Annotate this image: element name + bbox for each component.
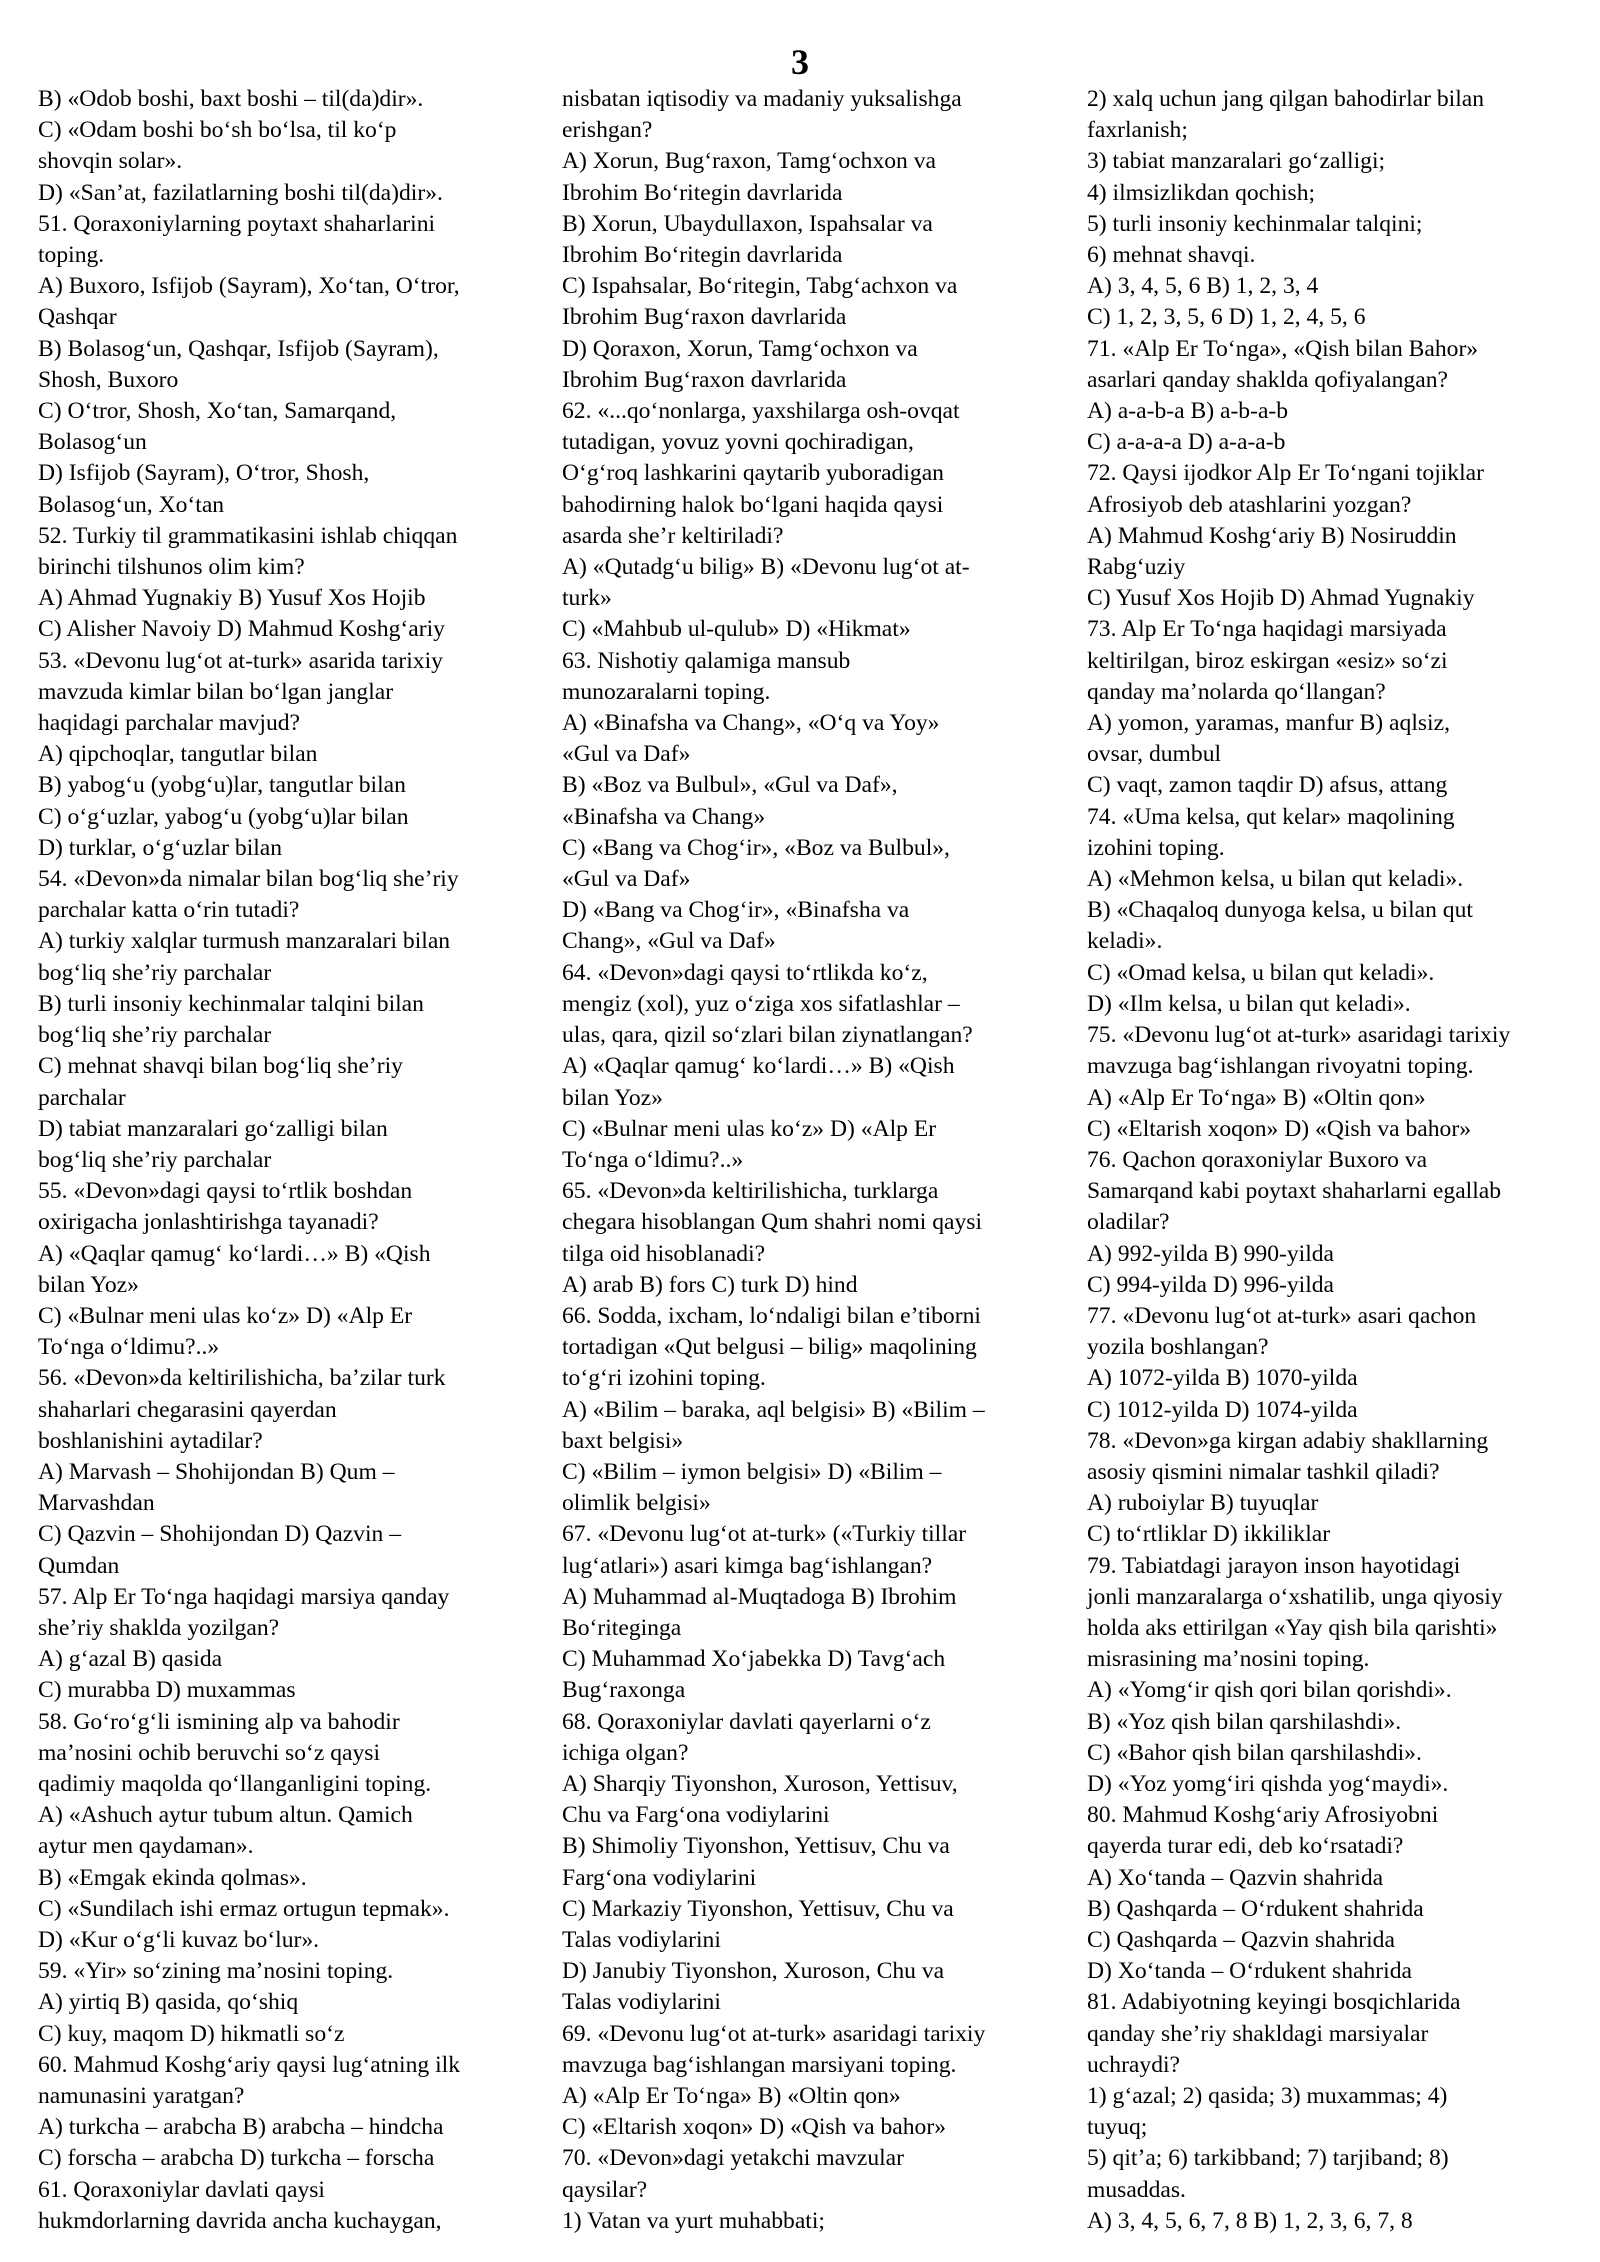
text-line: 73. Alp Er To‘nga haqidagi marsiyada (1087, 616, 1447, 643)
text-line: A) Mahmud Koshg‘ariy B) Nosiruddin (1087, 522, 1457, 549)
text-line: 78. «Devon»ga kirgan adabiy shakllarning (1087, 1427, 1489, 1454)
text-line: Bo‘riteginga (562, 1614, 682, 1641)
text-line: C) a-a-a-a D) a-a-a-b (1087, 429, 1286, 456)
text-line: jonli manzaralarga o‘xshatilib, unga qiyosiy (1087, 1583, 1503, 1610)
text-line: «Gul va Daf» (562, 741, 691, 768)
text-line: B) turli insoniy kechinmalar talqini bilan (38, 990, 424, 1017)
text-line: D) «Bang va Chog‘ir», «Binafsha va (562, 897, 910, 924)
text-line: D) Qoraxon, Xorun, Tamg‘ochxon va (562, 335, 918, 362)
text-line: keladi». (1087, 928, 1163, 955)
text-line: qadimiy maqolda qo‘llanganligini toping. (38, 1770, 432, 1797)
text-line: A) «Qaqlar qamug‘ ko‘lardi…» B) «Qish (562, 1053, 955, 1080)
text-line: qanday ma’nolarda qo‘llangan? (1087, 678, 1386, 705)
text-line: ulas, qara, qizil so‘zlari bilan ziynatlangan? (562, 1022, 973, 1049)
text-line: 4) ilmsizlikdan qochish; (1087, 179, 1316, 206)
text-line: B) Xorun, Ubaydullaxon, Ispahsalar va (562, 210, 933, 237)
text-line: boshlanishini aytadilar? (38, 1427, 263, 1454)
text-line: 53. «Devonu lug‘ot at-turk» asarida tarixiy (38, 647, 443, 674)
text-line: 66. Sodda, ixcham, lo‘ndaligi bilan e’tiborni (562, 1302, 981, 1329)
text-line: A) ruboiylar B) tuyuqlar (1087, 1490, 1319, 1517)
text-line: A) 3, 4, 5, 6, 7, 8 B) 1, 2, 3, 6, 7, 8 (1087, 2207, 1413, 2234)
text-line: 79. Tabiatdagi jarayon inson hayotidagi (1087, 1552, 1461, 1579)
text-line: B) «Boz va Bulbul», «Gul va Daf», (562, 772, 898, 799)
text-line: 56. «Devon»da keltirilishicha, ba’zilar turk (38, 1365, 446, 1392)
text-line: 58. Go‘ro‘g‘li ismining alp va bahodir (38, 1708, 400, 1735)
text-line: A) yomon, yaramas, manfur B) aqlsiz, (1087, 710, 1450, 737)
text-line: uchraydi? (1087, 2051, 1181, 2078)
text-line: mavzuda kimlar bilan bo‘lgan janglar (38, 678, 394, 705)
text-line: D) Xo‘tanda – O‘rdukent shahrida (1087, 1958, 1412, 1985)
text-line: B) yabog‘u (yobg‘u)lar, tangutlar bilan (38, 772, 406, 799)
text-line: C) murabba D) muxammas (38, 1677, 296, 1704)
text-line: munozaralarni toping. (562, 678, 771, 705)
text-line: 61. Qoraxoniylar davlati qaysi (38, 2176, 325, 2203)
text-line: A) «Alp Er To‘nga» B) «Oltin qon» (562, 2083, 901, 2109)
text-line: D) «San’at, fazilatlarning boshi til(da)dir». (38, 179, 443, 206)
text-line: O‘g‘roq lashkarini qaytarib yuboradigan (562, 460, 944, 487)
text-line: parchalar katta o‘rin tutadi? (38, 897, 300, 924)
text-line: olimlik belgisi» (562, 1490, 711, 1517)
text-line: D) «Kur o‘g‘li kuvaz bo‘lur». (38, 1926, 320, 1953)
text-line: A) Muhammad al-Muqtadoga B) Ibrohim (562, 1583, 957, 1610)
text-line: hukmdorlarning davrida ancha kuchaygan, (38, 2207, 442, 2234)
text-line: ichiga olgan? (562, 1739, 689, 1766)
text-line: yozila boshlangan? (1087, 1334, 1269, 1361)
text-line: she’riy shaklda yozilgan? (38, 1614, 280, 1641)
text-line: A) «Bilim – baraka, aql belgisi» B) «Bilim – (562, 1396, 985, 1423)
text-line: C) kuy, maqom D) hikmatli so‘z (38, 2020, 345, 2047)
text-line: Ibrohim Bug‘raxon davrlarida (562, 304, 847, 331)
text-line: Qumdan (38, 1552, 120, 1579)
text-line: lug‘atlari») asari kimga bag‘ishlangan? (562, 1552, 933, 1579)
text-line: musaddas. (1087, 2176, 1186, 2203)
text-line: Chu va Farg‘ona vodiylarini (562, 1802, 830, 1829)
text-line: mavzuga bag‘ishlangan marsiyani toping. (562, 2051, 957, 2078)
text-line: Afrosiyob deb atashlarini yozgan? (1087, 491, 1412, 518)
text-line: 76. Qachon qoraxoniylar Buxoro va (1087, 1146, 1428, 1173)
text-line: A) «Alp Er To‘nga» B) «Oltin qon» (1087, 1084, 1426, 1111)
text-line: 68. Qoraxoniylar davlati qayerlarni o‘z (562, 1708, 931, 1735)
text-line: A) arab B) fors C) turk D) hind (562, 1271, 858, 1298)
text-line: oxirigacha jonlashtirishga tayanadi? (38, 1209, 379, 1236)
text-line: toping. (38, 242, 105, 269)
text-line: Bolasog‘un, Xo‘tan (38, 491, 225, 518)
text-line: chegara hisoblangan Qum shahri nomi qaysi (562, 1209, 982, 1236)
text-line: A) 992-yilda B) 990-yilda (1087, 1240, 1335, 1267)
text-line: C) «Mahbub ul-qulub» D) «Hikmat» (562, 616, 911, 643)
text-line: A) «Ashuch aytur tubum altun. Qamich (38, 1802, 413, 1829)
text-line: C) Muhammad Xo‘jabekka D) Tavg‘ach (562, 1646, 946, 1673)
text-line: D) tabiat manzaralari go‘zalligi bilan (38, 1115, 388, 1142)
text-line: nisbatan iqtisodiy va madaniy yuksalishga (562, 86, 962, 112)
text-line: bog‘liq she’riy parchalar (38, 959, 272, 986)
text-line: C) 994-yilda D) 996-yilda (1087, 1271, 1335, 1298)
text-line: tuyuq; (1087, 2114, 1148, 2141)
text-line: 2) xalq uchun jang qilgan bahodirlar bilan (1087, 86, 1485, 112)
text-line: C) mehnat shavqi bilan bog‘liq she’riy (38, 1053, 403, 1080)
text-line: A) yirtiq B) qasida, qo‘shiq (38, 1989, 299, 2016)
text-line: B) «Emgak ekinda qolmas». (38, 1864, 307, 1891)
text-line: bog‘liq she’riy parchalar (38, 1146, 272, 1173)
text-line: 6) mehnat shavqi. (1087, 242, 1256, 269)
text-line: «Gul va Daf» (562, 866, 691, 893)
text-line: mengiz (xol), yuz o‘ziga xos sifatlashlar – (562, 990, 960, 1017)
text-line: haqidagi parchalar mavjud? (38, 710, 301, 737)
text-line: A) Buxoro, Isfijob (Sayram), Xo‘tan, O‘tror, (38, 273, 460, 300)
text-column-3 (1087, 84, 1587, 2237)
text-line: 59. «Yir» so‘zining ma’nosini toping. (38, 1958, 394, 1985)
text-line: D) Janubiy Tiyonshon, Xuroson, Chu va (562, 1958, 945, 1985)
text-line: ovsar, dumbul (1087, 741, 1222, 768)
text-line: 63. Nishotiy qalamiga mansub (562, 647, 851, 674)
text-line: keltirilgan, biroz eskirgan «esiz» so‘zi (1087, 647, 1448, 674)
text-line: 5) turli insoniy kechinmalar talqini; (1087, 210, 1423, 237)
text-line: B) «Yoz qish bilan qarshilashdi». (1087, 1708, 1402, 1735)
text-line: erishgan? (562, 117, 653, 144)
text-line: 77. «Devonu lug‘ot at-turk» asari qachon (1087, 1302, 1477, 1329)
text-line: to‘g‘ri izohini toping. (562, 1365, 766, 1392)
text-line: C) Markaziy Tiyonshon, Yettisuv, Chu va (562, 1895, 954, 1922)
text-line: A) Xo‘tanda – Qazvin shahrida (1087, 1864, 1384, 1891)
text-line: C) Yusuf Xos Hojib D) Ahmad Yugnakiy (1087, 585, 1475, 612)
text-line: D) «Ilm kelsa, u bilan qut keladi». (1087, 990, 1411, 1017)
text-line: bahodirning halok bo‘lgani haqida qaysi (562, 491, 944, 518)
text-line: 75. «Devonu lug‘ot at-turk» asaridagi tarixiy (1087, 1022, 1511, 1049)
text-line: Chang», «Gul va Daf» (562, 928, 776, 955)
text-line: B) Bolasog‘un, Qashqar, Isfijob (Sayram), (38, 335, 439, 362)
text-line: C) «Bulnar meni ulas ko‘z» D) «Alp Er (38, 1302, 413, 1329)
text-line: Qashqar (38, 304, 117, 331)
text-line: Talas vodiylarini (562, 1989, 721, 2016)
text-line: 57. Alp Er To‘nga haqidagi marsiya qanday (38, 1583, 450, 1610)
text-line: Farg‘ona vodiylarini (562, 1864, 757, 1891)
text-line: C) O‘tror, Shosh, Xo‘tan, Samarqand, (38, 398, 397, 425)
text-line: C) «Eltarish xoqon» D) «Qish va bahor» (1087, 1115, 1471, 1142)
text-column-2 (562, 84, 1062, 2237)
text-line: holda aks ettirilgan «Yay qish bila qarishti» (1087, 1614, 1498, 1641)
text-line: A) «Qaqlar qamug‘ ko‘lardi…» B) «Qish (38, 1240, 431, 1267)
text-line: C) Qashqarda – Qazvin shahrida (1087, 1926, 1395, 1953)
text-line: C) Alisher Navoiy D) Mahmud Koshg‘ariy (38, 616, 445, 643)
text-line: B) «Odob boshi, baxt boshi – til(da)dir». (38, 86, 424, 112)
text-line: A) «Yomg‘ir qish qori bilan qorishdi». (1087, 1677, 1452, 1704)
text-line: C) «Bang va Chog‘ir», «Boz va Bulbul», (562, 834, 950, 861)
text-line: oladilar? (1087, 1209, 1170, 1236)
text-line: bilan Yoz» (38, 1271, 139, 1298)
text-line: 1) g‘azal; 2) qasida; 3) muxammas; 4) (1087, 2083, 1448, 2109)
text-line: A) Sharqiy Tiyonshon, Xuroson, Yettisuv, (562, 1770, 958, 1797)
text-line: 67. «Devonu lug‘ot at-turk» («Turkiy tillar (562, 1521, 967, 1548)
text-line: C) Qazvin – Shohijondan D) Qazvin – (38, 1521, 402, 1548)
text-line: A) g‘azal B) qasida (38, 1646, 223, 1673)
text-line: Samarqand kabi poytaxt shaharlarni egallab (1087, 1178, 1502, 1205)
text-line: baxt belgisi» (562, 1427, 684, 1454)
text-line: A) a-a-b-a B) a-b-a-b (1087, 398, 1289, 425)
text-line: Ibrohim Bo‘ritegin davrlarida (562, 179, 843, 206)
text-line: C) o‘g‘uzlar, yabog‘u (yobg‘u)lar bilan (38, 803, 409, 830)
text-line: 1) Vatan va yurt muhabbati; (562, 2207, 825, 2234)
text-line: tortadigan «Qut belgusi – bilig» maqolining (562, 1334, 977, 1361)
text-line: Bug‘raxonga (562, 1677, 686, 1704)
text-line: 65. «Devon»da keltirilishicha, turklarga (562, 1178, 939, 1205)
text-line: C) «Odam boshi bo‘sh bo‘lsa, til ko‘p (38, 117, 397, 144)
text-column-1 (38, 84, 538, 2237)
text-line: A) 3, 4, 5, 6 B) 1, 2, 3, 4 (1087, 273, 1319, 300)
text-line: turk» (562, 585, 612, 612)
text-line: namunasini yaratgan? (38, 2083, 245, 2109)
text-line: A) «Mehmon kelsa, u bilan qut keladi». (1087, 866, 1464, 893)
text-line: B) Qashqarda – O‘rdukent shahrida (1087, 1895, 1424, 1922)
text-line: 72. Qaysi ijodkor Alp Er To‘ngani tojiklar (1087, 460, 1484, 487)
text-line: B) «Chaqaloq dunyoga kelsa, u bilan qut (1087, 897, 1473, 924)
text-line: C) «Sundilach ishi ermaz ortugun tepmak». (38, 1895, 450, 1922)
text-line: To‘nga o‘ldimu?..» (562, 1146, 744, 1173)
page-number: 3 (791, 42, 809, 82)
text-line: asarda she’r keltiriladi? (562, 522, 784, 549)
text-line: D) turklar, o‘g‘uzlar bilan (38, 834, 283, 861)
text-line: tutadigan, yovuz yovni qochiradigan, (562, 429, 914, 456)
text-line: 3) tabiat manzaralari go‘zalligi; (1087, 148, 1386, 175)
text-line: 74. «Uma kelsa, qut kelar» maqolining (1087, 803, 1455, 830)
text-line: A) turkcha – arabcha B) arabcha – hindcha (38, 2114, 444, 2141)
text-line: ma’nosini ochib beruvchi so‘z qaysi (38, 1739, 381, 1766)
text-line: 52. Turkiy til grammatikasini ishlab chiqqan (38, 522, 458, 549)
text-line: C) «Omad kelsa, u bilan qut keladi». (1087, 959, 1435, 986)
text-line: C) «Bahor qish bilan qarshilashdi». (1087, 1739, 1422, 1766)
text-line: faxrlanish; (1087, 117, 1188, 144)
text-line: mavzuga bag‘ishlangan rivoyatni toping. (1087, 1053, 1474, 1080)
text-line: A) Marvash – Shohijondan B) Qum – (38, 1458, 395, 1485)
text-line: B) Shimoliy Tiyonshon, Yettisuv, Chu va (562, 1833, 950, 1860)
text-line: 81. Adabiyotning keyingi bosqichlarida (1087, 1989, 1461, 2016)
text-line: C) «Bulnar meni ulas ko‘z» D) «Alp Er (562, 1115, 937, 1142)
text-line: 51. Qoraxoniylarning poytaxt shaharlarini (38, 210, 436, 237)
text-line: Bolasog‘un (38, 429, 147, 456)
text-line: C) forscha – arabcha D) turkcha – forscha (38, 2145, 435, 2172)
text-line: tilga oid hisoblanadi? (562, 1240, 766, 1267)
text-line: C) 1, 2, 3, 5, 6 D) 1, 2, 4, 5, 6 (1087, 304, 1366, 331)
text-line: A) «Qutadg‘u bilig» B) «Devonu lug‘ot at- (562, 554, 970, 581)
text-line: A) Xorun, Bug‘raxon, Tamg‘ochxon va (562, 148, 937, 175)
text-line: Rabg‘uziy (1087, 554, 1186, 581)
text-line: 54. «Devon»da nimalar bilan bog‘liq she’riy (38, 866, 459, 893)
text-line: Talas vodiylarini (562, 1926, 721, 1953)
text-line: 62. «...qo‘nonlarga, yaxshilarga osh-ovqat (562, 398, 960, 425)
text-line: izohini toping. (1087, 834, 1225, 861)
text-line: shaharlari chegarasini qayerdan (38, 1396, 337, 1423)
text-line: C) to‘rtliklar D) ikkiliklar (1087, 1521, 1331, 1548)
text-line: misrasining ma’nosini toping. (1087, 1646, 1370, 1673)
text-line: D) Isfijob (Sayram), O‘tror, Shosh, (38, 460, 370, 487)
text-line: A) qipchoqlar, tangutlar bilan (38, 741, 318, 768)
text-line: 55. «Devon»dagi qaysi to‘rtlik boshdan (38, 1178, 413, 1205)
text-line: 60. Mahmud Koshg‘ariy qaysi lug‘atning ilk (38, 2051, 461, 2078)
text-line: Shosh, Buxoro (38, 366, 179, 393)
text-line: 70. «Devon»dagi yetakchi mavzular (562, 2145, 904, 2172)
text-line: bilan Yoz» (562, 1084, 663, 1111)
text-line: «Binafsha va Chang» (562, 803, 766, 830)
text-line: Marvashdan (38, 1490, 155, 1517)
text-line: bog‘liq she’riy parchalar (38, 1022, 272, 1049)
text-line: 80. Mahmud Koshg‘ariy Afrosiyobni (1087, 1802, 1439, 1829)
text-line: A) turkiy xalqlar turmush manzaralari bilan (38, 928, 451, 955)
text-line: asarlari qanday shaklda qofiyalangan? (1087, 366, 1448, 393)
text-line: C) vaqt, zamon taqdir D) afsus, attang (1087, 772, 1448, 799)
text-line: A) Ahmad Yugnakiy B) Yusuf Xos Hojib (38, 585, 426, 612)
text-line: C) 1012-yilda D) 1074-yilda (1087, 1396, 1358, 1423)
text-line: Ibrohim Bug‘raxon davrlarida (562, 366, 847, 393)
text-line: qanday she’riy shakldagi marsiyalar (1087, 2020, 1429, 2047)
text-line: 5) qit’a; 6) tarkibband; 7) tarjiband; 8) (1087, 2145, 1449, 2172)
text-line: 69. «Devonu lug‘ot at-turk» asaridagi tarixiy (562, 2020, 986, 2047)
text-line: 71. «Alp Er To‘nga», «Qish bilan Bahor» (1087, 335, 1479, 362)
text-line: 64. «Devon»dagi qaysi to‘rtlikda ko‘z, (562, 959, 928, 986)
text-line: asosiy qismini nimalar tashkil qiladi? (1087, 1458, 1440, 1485)
text-line: A) 1072-yilda B) 1070-yilda (1087, 1365, 1358, 1392)
text-line: parchalar (38, 1084, 126, 1111)
text-line: birinchi tilshunos olim kim? (38, 554, 305, 581)
text-line: A) «Binafsha va Chang», «O‘q va Yoy» (562, 710, 940, 737)
text-line: D) «Yoz yomg‘iri qishda yog‘maydi». (1087, 1770, 1449, 1797)
text-line: Ibrohim Bo‘ritegin davrlarida (562, 242, 843, 269)
text-line: C) «Eltarish xoqon» D) «Qish va bahor» (562, 2114, 946, 2141)
text-line: qayerda turar edi, deb ko‘rsatadi? (1087, 1833, 1404, 1860)
text-line: C) Ispahsalar, Bo‘ritegin, Tabg‘achxon va (562, 273, 958, 300)
text-line: To‘nga o‘ldimu?..» (38, 1334, 220, 1361)
text-line: C) «Bilim – iymon belgisi» D) «Bilim – (562, 1458, 942, 1485)
text-line: qaysilar? (562, 2176, 648, 2203)
text-line: shovqin solar». (38, 148, 183, 175)
text-line: aytur men qaydaman». (38, 1833, 254, 1860)
